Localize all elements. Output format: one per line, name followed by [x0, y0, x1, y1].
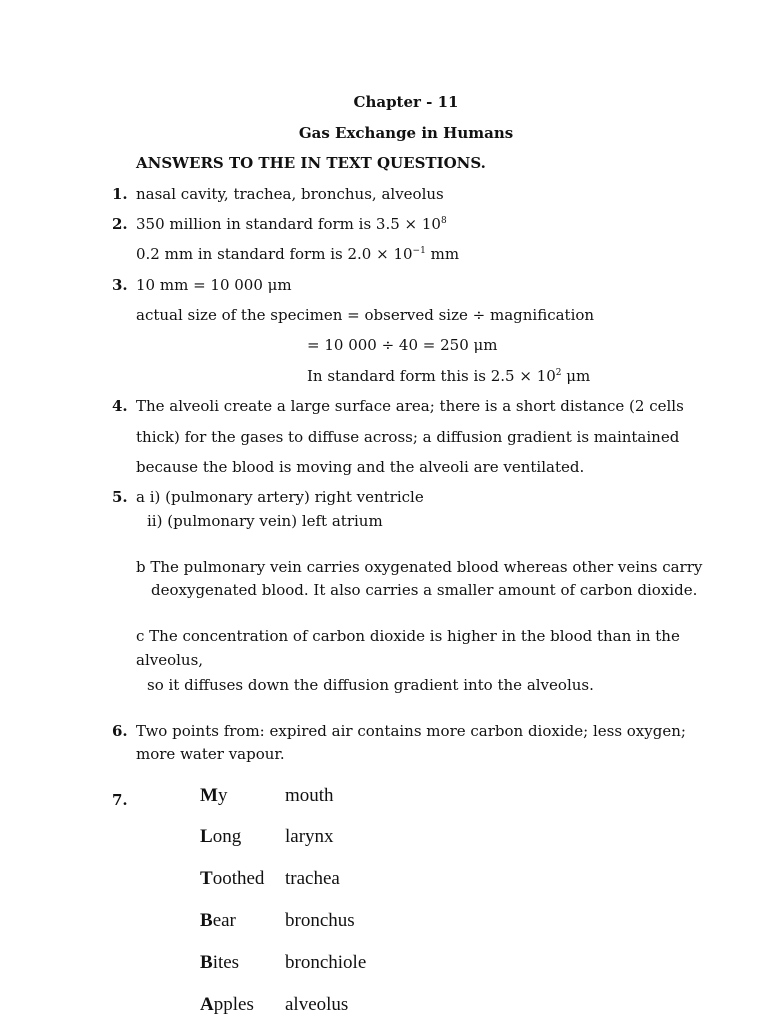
organ-name: larynx	[285, 826, 334, 847]
question-number-2: 2.	[112, 215, 128, 233]
answer-3-line-2: actual size of the specimen = observed size ÷ magnification	[136, 306, 595, 324]
question-number-3: 3.	[112, 276, 128, 294]
answer-5b-line-2: deoxygenated blood. It also carries a smaller amount of carbon dioxide.	[151, 581, 698, 599]
answer-3-line-3: = 10 000 ÷ 40 = 250 μm	[307, 336, 498, 354]
answer-2-line-2: 0.2 mm in standard form is $2.0 \times 10^{-1}$ mm	[136, 245, 460, 263]
question-number-6: 6.	[112, 722, 128, 740]
answer-5b-line-1: b The pulmonary vein carries oxygenated blood whereas other veins carry	[136, 558, 703, 576]
answer-5a-part-1: a i) (pulmonary artery) right ventricle	[136, 488, 424, 506]
organ-name: bronchus	[285, 910, 355, 931]
mnemonic-word: My	[200, 785, 228, 806]
organ-name: trachea	[285, 868, 340, 889]
answer-4-line-3: because the blood is moving and the alveoli are ventilated.	[136, 458, 585, 476]
question-number-1: 1.	[112, 185, 128, 203]
chapter-number: Chapter - 11	[353, 93, 459, 111]
answer-2-line-1: 350 million in standard form is $3.5 \times 10^8$	[136, 215, 447, 233]
question-number-7: 7.	[112, 791, 128, 809]
chapter-title: Gas Exchange in Humans	[298, 124, 514, 142]
answer-5c-line-3: so it diffuses down the diffusion gradient into the alveolus.	[147, 676, 594, 694]
mnemonic-word: Bear	[200, 910, 236, 931]
organ-name: bronchiole	[285, 952, 367, 973]
answer-6-line-1: Two points from: expired air contains more carbon dioxide; less oxygen;	[136, 722, 686, 740]
exponent: 8	[440, 216, 447, 226]
organ-name: mouth	[285, 785, 334, 806]
mnemonic-word: Apples	[200, 994, 254, 1015]
exponent: −1	[412, 246, 426, 256]
answer-3-line-4: In standard form this is $2.5 \times 10^2$ μm	[307, 367, 591, 385]
answer-5c-line-2: alveolus,	[136, 651, 204, 669]
question-number-4: 4.	[112, 397, 128, 415]
mnemonic-word: Toothed	[200, 868, 265, 889]
answer-6-line-2: more water vapour.	[136, 745, 285, 763]
mnemonic-word: Long	[200, 826, 242, 847]
answer-4-line-2: thick) for the gases to diffuse across; a diffusion gradient is maintained	[136, 428, 680, 446]
answer-3-line-1: 10 mm = 10 000 μm	[136, 276, 292, 294]
organ-name: alveolus	[285, 994, 349, 1015]
answer-4-line-1: The alveoli create a large surface area; there is a short distance (2 cells	[136, 397, 684, 415]
answer-5a-part-2: ii) (pulmonary vein) left atrium	[147, 512, 383, 530]
mnemonic-word: Bites	[200, 952, 240, 973]
answer-1-text: nasal cavity, trachea, bronchus, alveolus	[136, 185, 444, 203]
answer-5c-line-1: c The concentration of carbon dioxide is higher in the blood than in the	[136, 627, 680, 645]
section-heading: ANSWERS TO THE IN TEXT QUESTIONS.	[136, 154, 486, 172]
exponent: 2	[555, 368, 562, 378]
question-number-5: 5.	[112, 488, 128, 506]
